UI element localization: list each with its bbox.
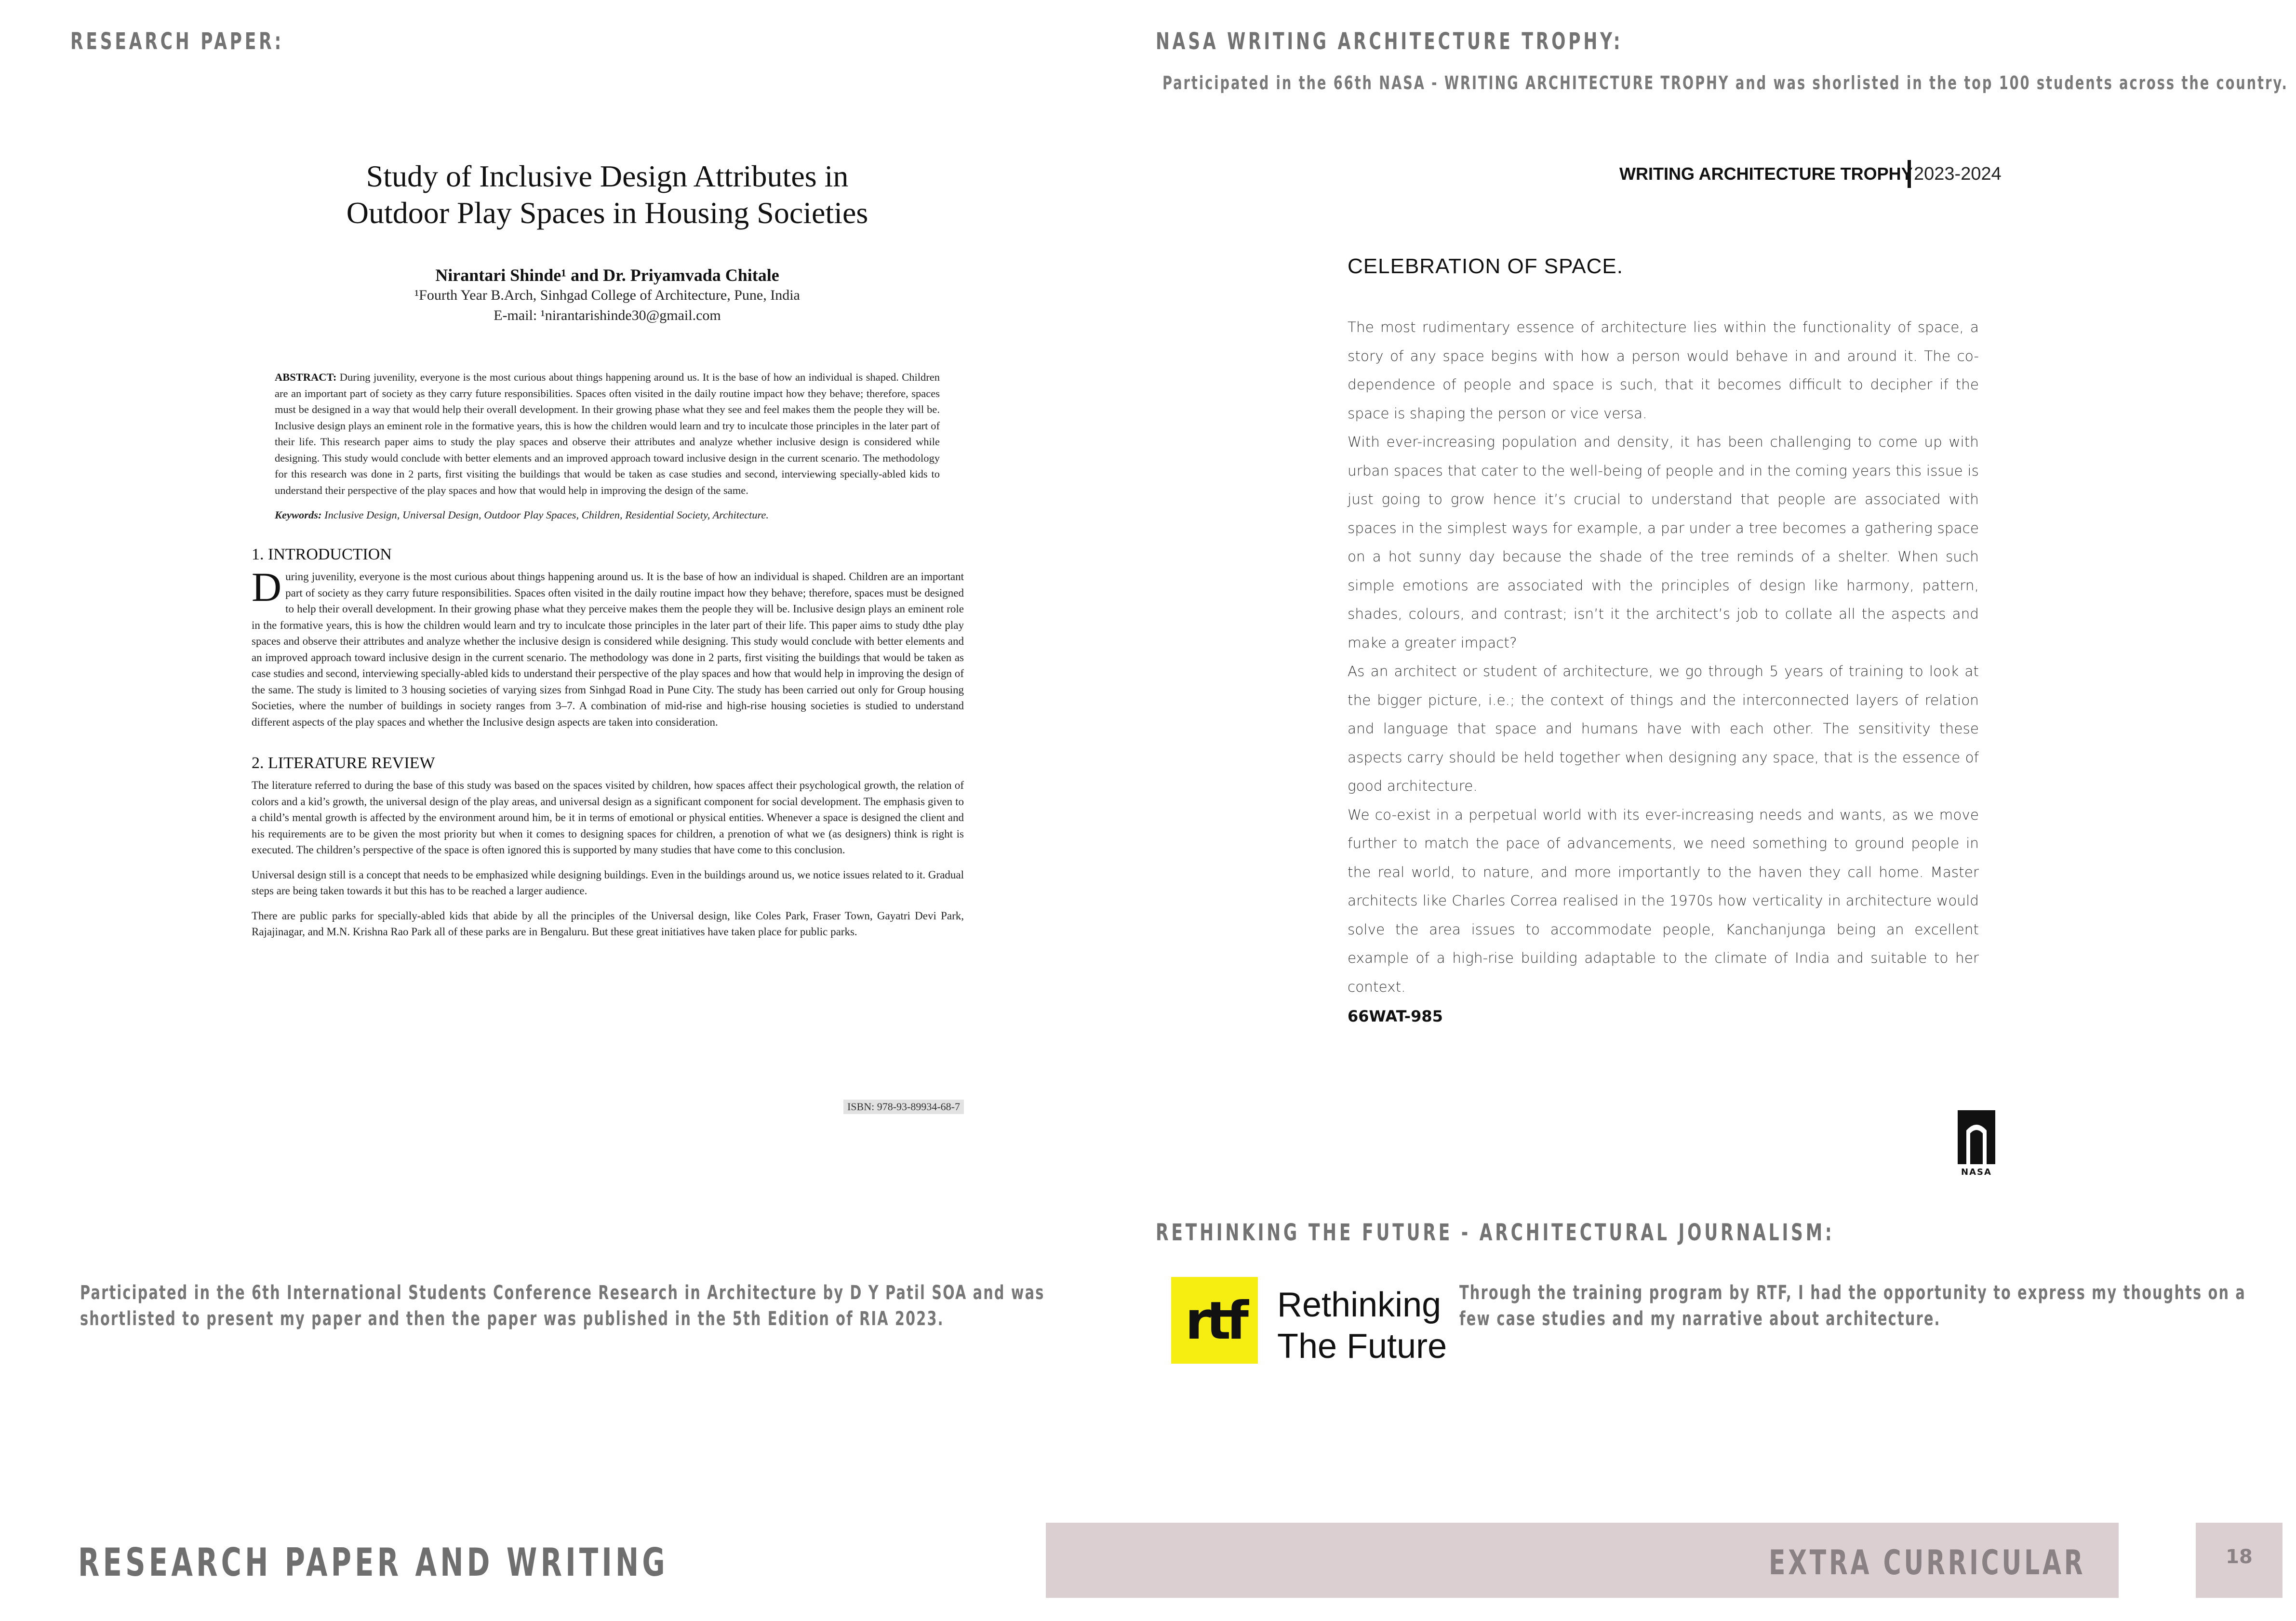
page-number: 18	[2226, 1546, 2253, 1568]
nasa-wat-subheading: Participated in the 66th NASA - WRITING ARCHITECTURE TROPHY and was shorlisted in the top 100 students across the country.	[1162, 72, 2288, 93]
wat-header-title: WRITING ARCHITECTURE TROPHY	[1619, 164, 1913, 184]
rtf-logo-line: Rethinking	[1277, 1286, 1442, 1324]
research-paper-page	[246, 145, 969, 1118]
wat-header-year: 2023-2024	[1908, 160, 2002, 188]
nasa-wat-heading: NASA WRITING ARCHITECTURE TROPHY:	[1156, 28, 1623, 55]
drop-cap: D	[252, 564, 282, 610]
essay-paragraph: The most rudimentary essence of architecture lies within the functionality of space, a story of any space begins with how a person would behave in and around it. The co-dependence of people and space is such, that it becomes difficult to decipher if the space is shaping the person or vice versa.	[1348, 319, 1979, 422]
abstract-label: ABSTRACT:	[275, 371, 337, 383]
essay-code: 66WAT-985	[1348, 1007, 1443, 1025]
abstract-text: During juvenility, everyone is the most curious about things happening around us. It is the base of how an individual is shaped. Children are an important part of society as they carry future responsibilities. Spaces often visited in the daily routine impact how they behave; therefore, spaces must be designed in a way that would help their overall development. In their growing phase what they see and feel makes them the people they will be. Inclusive design plays an eminent role in the formative years, this is how the children would learn and try to inculcate those principles in the later part of their life. This research paper aims to study the play spaces and observe their attributes and analyze whether inclusive design is considered while designing. This study would conclude with better elements and an improved approach toward inclusive design in the current scenario. The methodology for this research was done in 2 parts, first visiting the buildings that would be taken as case studies and second, interviewing specially-abled kids to understand their perspective of the play spaces and how that would help in improving the design of the same.	[275, 371, 940, 496]
research-paper-note-text: Participated in the 6th International Students Conference Research in Architecture by D Y Patil SOA and was shortlisted to present my paper and then the paper was published in the 5th Edition of RIA 2023.	[80, 1282, 1045, 1330]
essay-paragraph: We co-exist in a perpetual world with its ever-increasing needs and wants, as we move further to match the pace of advancements, we need something to ground people in the real world, to nature, and more importantly to the haven they call home. Master architects like Charles Correa realised in the 1970s how verticality in architecture would solve the area issues to accommodate people, Kanchanjunga being an excellent example of a high-rise building adaptable to the climate of India and suitable to her context.	[1348, 806, 1979, 995]
essay-paragraph: As an architect or student of architecture, we go through 5 years of training to look at the bigger picture, i.e.; the context of things and the interconnected layers of relation and language that space and humans have with each other. The sensitivity these aspects carry should be held together when designing any space, that is the essence of good architecture.	[1348, 663, 1979, 794]
rtf-logo-text	[1277, 1284, 1447, 1367]
footer-section-band	[1046, 1523, 2119, 1598]
literature-paragraph: Universal design still is a concept that needs to be emphasized while designing buildings. Even in the buildings around us, we notice issues related to it. Gradual steps are being taken towards it but this has to be reached a larger audience.	[252, 868, 964, 897]
section-introduction-body	[252, 564, 964, 730]
keywords-label: Keywords:	[275, 509, 322, 521]
rtf-heading: RETHINKING THE FUTURE - ARCHITECTURAL JOURNALISM:	[1156, 1219, 1835, 1246]
nasa-logo	[1956, 1108, 1997, 1177]
rtf-logo-icon	[1171, 1277, 1258, 1364]
footer-section-label: EXTRA CURRICULAR	[1769, 1543, 2086, 1582]
paper-abstract	[275, 369, 940, 498]
paper-title-line: Study of Inclusive Design Attributes in	[366, 159, 849, 193]
rtf-logo-line: The Future	[1277, 1327, 1447, 1366]
isbn-label: ISBN: 978-93-89934-68-7	[843, 1100, 964, 1114]
essay-body	[1348, 313, 1979, 1031]
rtf-note-text: Through the training program by RTF, I had the opportunity to express my thoughts on a few case studies and my narrative about architecture.	[1459, 1282, 2246, 1330]
rtf-logo-mark	[1171, 1277, 1258, 1364]
page-number-box	[2196, 1523, 2283, 1598]
research-paper-note	[80, 1280, 1145, 1332]
paper-authors: Nirantari Shinde¹ and Dr. Priyamvada Chitale	[435, 266, 779, 285]
research-paper-heading: RESEARCH PAPER:	[70, 28, 284, 55]
paper-title-line: Outdoor Play Spaces in Housing Societies	[346, 196, 868, 230]
essay-paragraph: With ever-increasing population and density, it has been challenging to come up with urban spaces that cater to the well-being of people and in the coming years this issue is just going to grow hence it’s crucial to understand that people are associated with spaces in the simplest ways for example, a par under a tree becomes a gathering space on a hot sunny day because the shade of the tree reminds of a shelter. When such simple emotions are associated with the principles of design like harmony, pattern, shades, colours, and contrast; isn’t it the architect’s job to collate all the aspects and make a greater impact?	[1348, 434, 1979, 651]
paper-affiliation: ¹Fourth Year B.Arch, Sinhgad College of Architecture, Pune, India	[414, 287, 800, 303]
paper-keywords	[275, 509, 940, 521]
nasa-logo-text: NASA	[1961, 1167, 1992, 1177]
section-introduction-title: 1. INTRODUCTION	[252, 545, 392, 563]
paper-email: E-mail: ¹nirantarishinde30@gmail.com	[494, 307, 721, 323]
section-literature-title: 2. LITERATURE REVIEW	[252, 754, 435, 772]
footer-left-title: RESEARCH PAPER AND WRITING	[78, 1540, 668, 1585]
rtf-logo-mark-text: rtf	[1185, 1291, 1244, 1351]
essay-title: CELEBRATION OF SPACE.	[1348, 254, 1623, 278]
rtf-note	[1459, 1280, 2283, 1332]
literature-paragraph: The literature referred to during the base of this study was based on the spaces visited by children, how spaces affect their psychological growth, the relation of colors and a kid’s growth, the universal design of the play areas, and universal design as a significant component for social development. The emphasis given to a child’s mental growth is affected by the environment around him, be it in terms of emotional or physical entities. Whenever a space is designed the client and his requirements are to be given the most priority but when it comes to designing spaces for children, a prenotion of what we (as designers) think is right is executed. The children’s perspective of the space is often ignored this is supported by many studies that have come to this conclusion.	[252, 779, 964, 856]
paper-title	[246, 158, 969, 231]
keywords-text: Inclusive Design, Universal Design, Outdoor Play Spaces, Children, Residential Society, Architecture.	[324, 509, 769, 521]
literature-paragraph: There are public parks for specially-abled kids that abide by all the principles of the Universal design, like Coles Park, Fraser Town, Gayatri Devi Park, Rajajinagar, and M.N. Krishna Rao Park all of these parks are in Bengaluru. But these great initiatives have taken place for public parks.	[252, 909, 964, 938]
introduction-text: uring juvenility, everyone is the most curious about things happening around us. It is the base of how an individual is shaped. Children are an important part of society as they carry future responsibilities. Spaces often visited in the daily routine impact how they behave; therefore, spaces must be designed to help their overall development. In their growing phase what they perceive makes them the people they will be. Inclusive design plays an eminent role in the formative years, this is how the children would learn and try to inculcate those principles in the later part of their life. This paper aims to study dthe play spaces and observe their attributes and analyze whether the inclusive design is considered while designing. This study would conclude with better elements and an improved approach toward inclusive design in the current scenario. The methodology was done in 2 parts, first visiting the buildings that would be taken as case studies and second, interviewing specially-abled kids to understand their perspective of the play spaces and how that would help in improving the design of the same. The study is limited to 3 housing societies of varying sizes from Sinhgad Road in Pune City. The study has been carried out only for Group housing Societies, where the number of buildings in society ranges from 3–7. A combination of mid-rise and high-rise housing societies is studied to understand different aspects of the play spaces and whether the Inclusive design aspects are taken into consideration.	[252, 571, 964, 728]
